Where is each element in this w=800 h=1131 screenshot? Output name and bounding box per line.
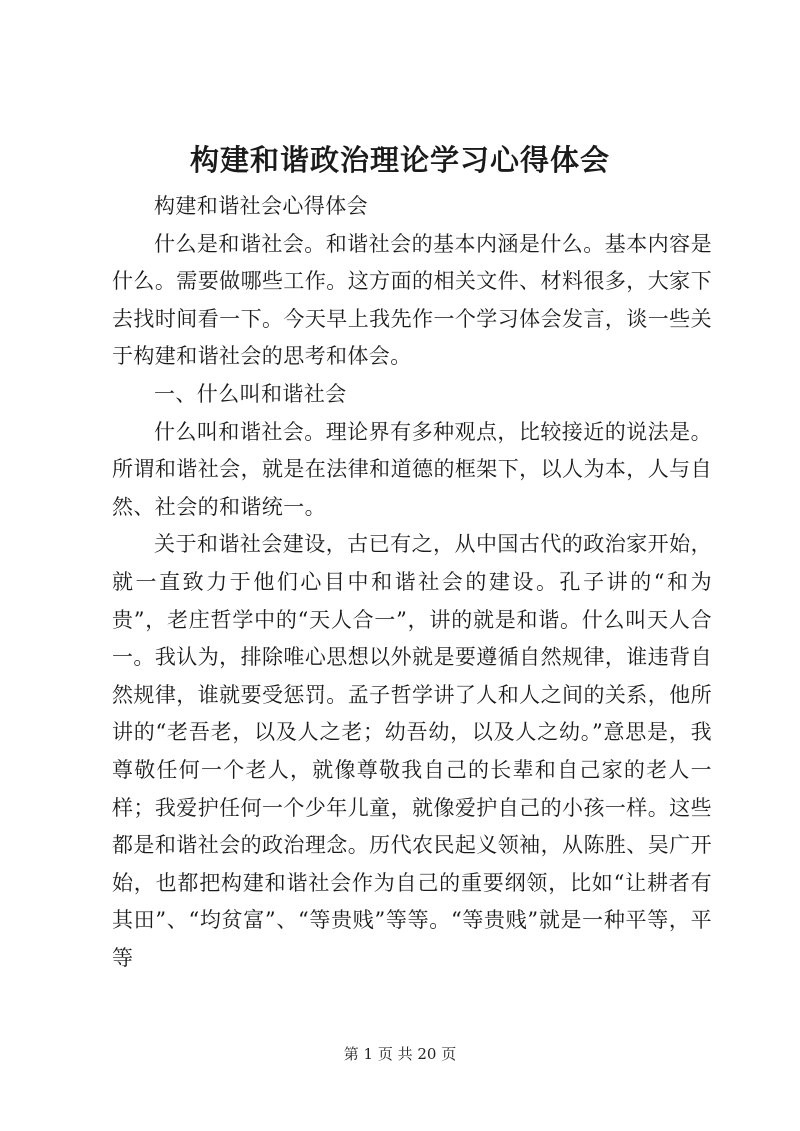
document-title: 构建和谐政治理论学习心得体会 xyxy=(189,143,610,177)
page-footer: 第 1 页 共 20 页 xyxy=(343,1045,457,1063)
body-paragraph: 什么叫和谐社会。理论界有多种观点，比较接近的说法是。所谓和谐社会，就是在法律和道德的框架下，以人为本，人与自然、社会的和谐统一。 xyxy=(112,419,712,519)
document-body xyxy=(112,188,712,977)
body-paragraph: 什么是和谐社会。和谐社会的基本内涵是什么。基本内容是什么。需要做哪些工作。这方面的相关文件、材料很多，大家下去找时间看一下。今天早上我先作一个学习体会发言，谈一些关于构建和谐社会的思考和体会。 xyxy=(112,231,712,369)
section-heading: 一、什么叫和谐社会 xyxy=(154,381,347,406)
body-paragraph: 关于和谐社会建设，古已有之，从中国古代的政治家开始，就一直致力于他们心目中和谐社会的建设。孔子讲的“和为贵”，老庄哲学中的“天人合一”，讲的就是和谐。什么叫天人合一。我认为，排除唯心思想以外就是要遵循自然规律，谁违背自然规律，谁就要受惩罚。孟子哲学讲了人和人之间的关系，他所讲的“老吾老，以及人之老；幼吾幼，以及人之幼。”意思是，我尊敬任何一个老人，就像尊敬我自己的长辈和自己家的老人一样；我爱护任何一个少年儿童，就像爱护自己的小孩一样。这些都是和谐社会的政治理念。历代农民起义领袖，从陈胜、吴广开始，也都把构建和谐社会作为自己的重要纲领，比如“让耕者有其田”、“均贫富”、“等贵贱”等等。“等贵贱”就是一种平等，平等 xyxy=(112,532,712,970)
section-subtitle: 构建和谐社会心得体会 xyxy=(154,194,368,218)
